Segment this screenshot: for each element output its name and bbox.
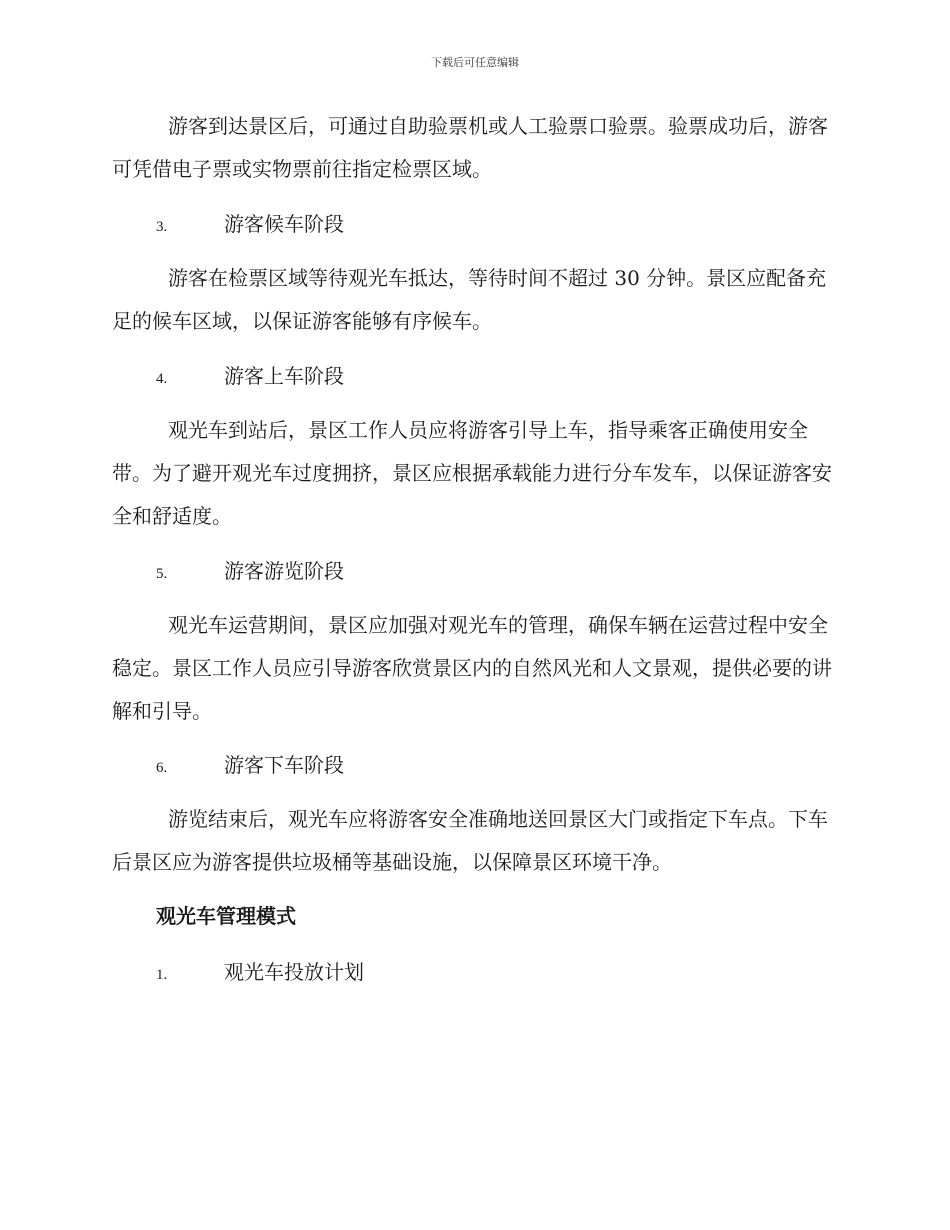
list-item-title: 观光车投放计划 — [224, 960, 364, 984]
section-heading: 观光车管理模式 — [156, 904, 296, 928]
list-item-title: 游客游览阶段 — [224, 559, 344, 583]
list-item-number: 5. — [156, 566, 168, 582]
paragraph-ticket-check: 游客到达景区后，可通过自助验票机或人工验票口验票。验票成功后，游客可凭借电子票或实物票前往指定检票区域。 — [112, 114, 828, 181]
paragraph-boarding: 观光车到站后，景区工作人员应将游客引导上车，指导乘客正确使用安全带。为了避开观光车过度拥挤，景区应根据承载能力进行分车发车，以保证游客安全和舒适度。 — [112, 418, 832, 528]
list-item-number: 3. — [156, 219, 168, 235]
list-item-title: 游客上车阶段 — [224, 364, 344, 388]
list-item-waiting-stage — [156, 209, 344, 242]
paragraph-touring: 观光车运营期间，景区应加强对观光车的管理，确保车辆在运营过程中安全稳定。景区工作人员应引导游客欣赏景区内的自然风光和人文景观，提供必要的讲解和引导。 — [112, 613, 832, 723]
list-item-number: 1. — [156, 967, 168, 983]
list-item-number: 4. — [156, 371, 168, 387]
list-item-alighting-stage — [156, 750, 344, 783]
list-item-number: 6. — [156, 760, 168, 776]
list-item-title: 游客下车阶段 — [224, 753, 344, 777]
list-item-deployment-plan — [156, 957, 364, 990]
list-item-touring-stage — [156, 556, 344, 589]
list-item-title: 游客候车阶段 — [224, 212, 344, 236]
list-item-boarding-stage — [156, 361, 344, 394]
paragraph-waiting: 游客在检票区域等待观光车抵达，等待时间不超过 30 分钟。景区应配备充足的候车区域，以保证游客能够有序候车。 — [112, 266, 827, 333]
paragraph-alighting: 游览结束后，观光车应将游客安全准确地送回景区大门或指定下车点。下车后景区应为游客提供垃圾桶等基础设施，以保障景区环境干净。 — [112, 807, 828, 874]
page-header-note: 下载后可任意编辑 — [431, 56, 519, 69]
